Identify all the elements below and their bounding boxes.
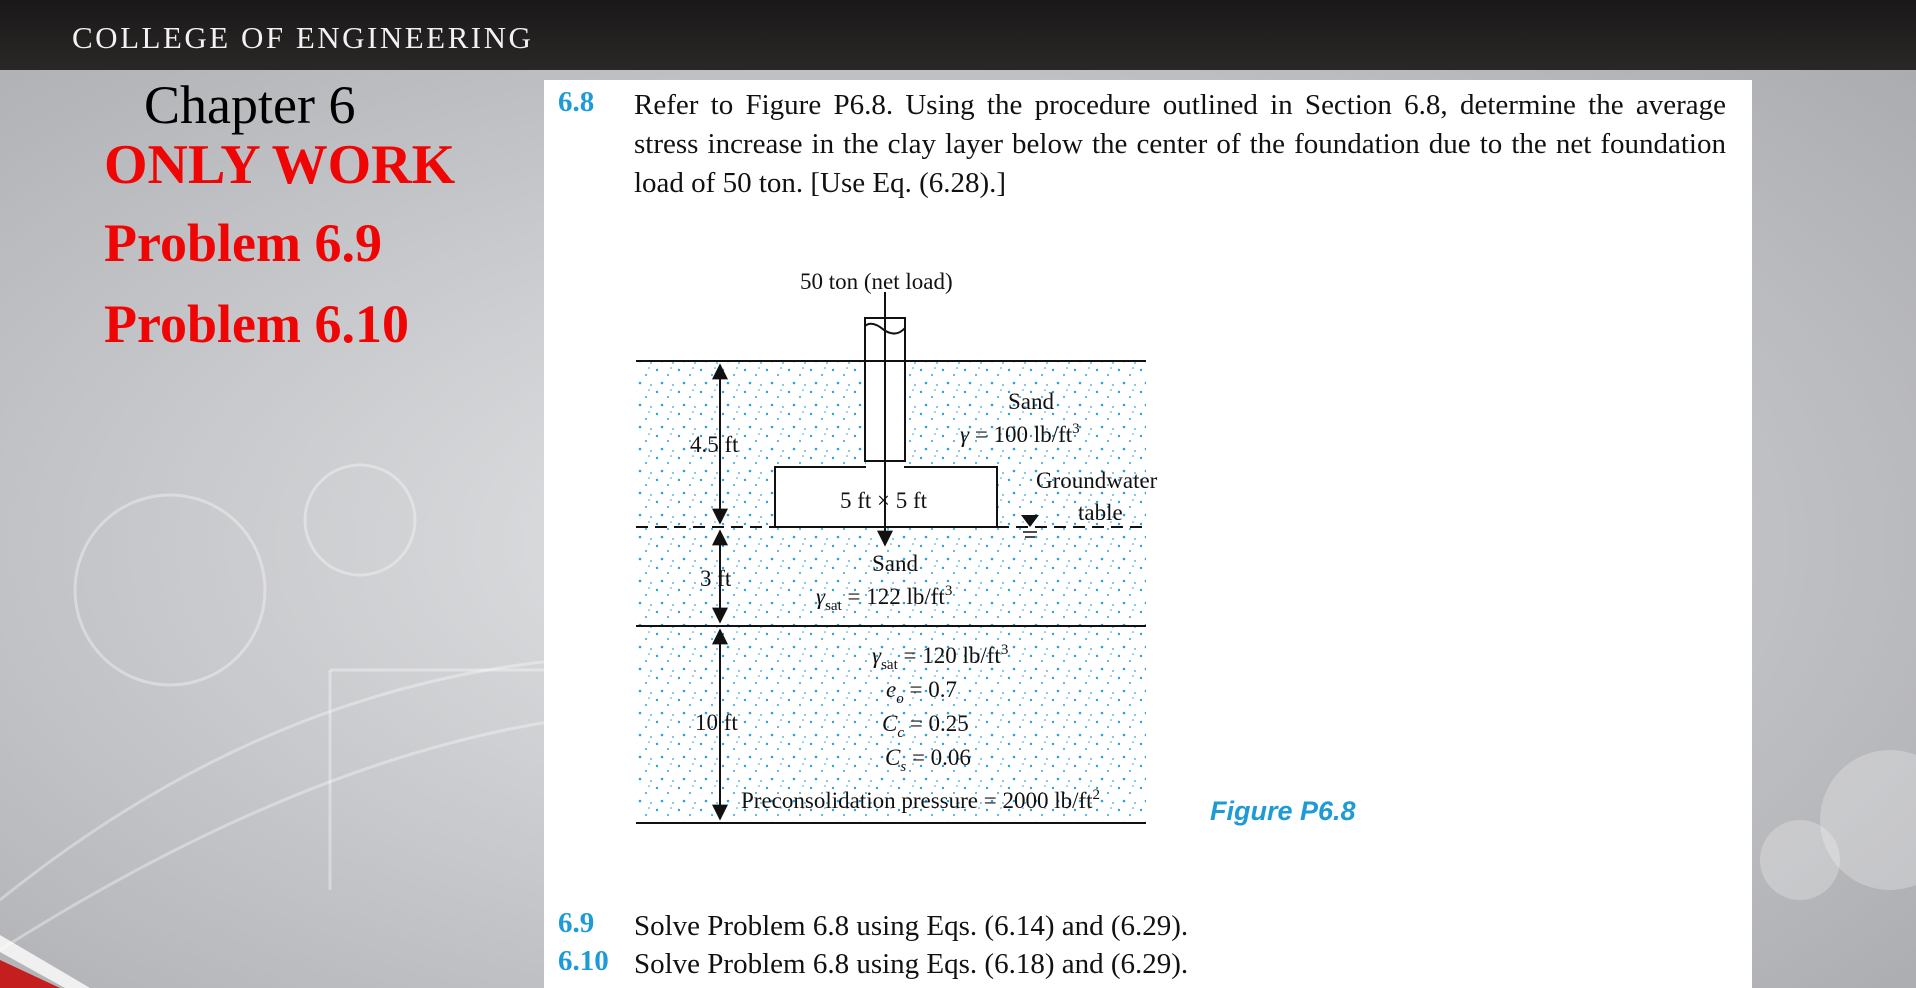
load-label: 50 ton (net load) bbox=[800, 269, 953, 294]
problem-number-6-8: 6.8 bbox=[558, 86, 595, 118]
upper-sand-label: Sand bbox=[1008, 389, 1054, 414]
chapter-title: Chapter 6 bbox=[144, 75, 356, 135]
problem-number-6-10: 6.10 bbox=[558, 945, 609, 977]
problem-label-6-9: Problem 6.9 bbox=[104, 213, 382, 273]
problem-label-6-10: Problem 6.10 bbox=[104, 294, 409, 354]
problem-text-6-8: Refer to Figure P6.8. Using the procedure outlined in Section 6.8, determine the average stress increase in the clay layer below the center of the foundation due to the net foundation load of 50 ton. [Use Eq. (6.28).] bbox=[634, 89, 1726, 199]
only-work-label: ONLY WORK bbox=[104, 134, 456, 196]
table-label: table bbox=[1078, 500, 1123, 525]
dim-label-4-5ft: 4.5 ft bbox=[690, 432, 739, 457]
clay-swell-index: $C_s = 0.06$ bbox=[885, 745, 971, 775]
header-title: COLLEGE OF ENGINEERING bbox=[72, 20, 534, 55]
lower-sand-label: Sand bbox=[872, 551, 918, 576]
preconsolidation-pressure: Preconsolidation pressure = 2000 $lb/ft^2$ bbox=[741, 787, 1101, 813]
header-bar bbox=[0, 0, 1916, 70]
clay-void-ratio: $e_o = 0.7$ bbox=[886, 677, 957, 707]
dim-label-3ft: 3 ft bbox=[700, 566, 732, 591]
figure-p6-8 bbox=[544, 80, 1752, 988]
upper-sand-unit-weight: γ = 100 $lb/ft^3$ bbox=[960, 421, 1080, 447]
problem-text-6-10: Solve Problem 6.8 using Eqs. (6.18) and (6.29). bbox=[634, 948, 1189, 980]
clay-unit-weight: $\gamma_{sat} = 120$ $lb/ft^3$ bbox=[872, 642, 1009, 673]
lower-sand-unit-weight: $\gamma_{sat} = 122$ $lb/ft^3$ bbox=[816, 583, 953, 614]
problem-panel bbox=[544, 80, 1752, 988]
problem-text-6-9: Solve Problem 6.8 using Eqs. (6.14) and (6.29). bbox=[634, 910, 1189, 942]
figure-caption: Figure P6.8 bbox=[1210, 796, 1356, 826]
dim-label-10ft: 10 ft bbox=[695, 710, 738, 735]
footing-size-label: 5 ft × 5 ft bbox=[840, 488, 928, 513]
problem-number-6-9: 6.9 bbox=[558, 907, 595, 939]
groundwater-label: Groundwater bbox=[1036, 468, 1158, 493]
clay-compression-index: $C_c = 0.25$ bbox=[882, 711, 969, 741]
